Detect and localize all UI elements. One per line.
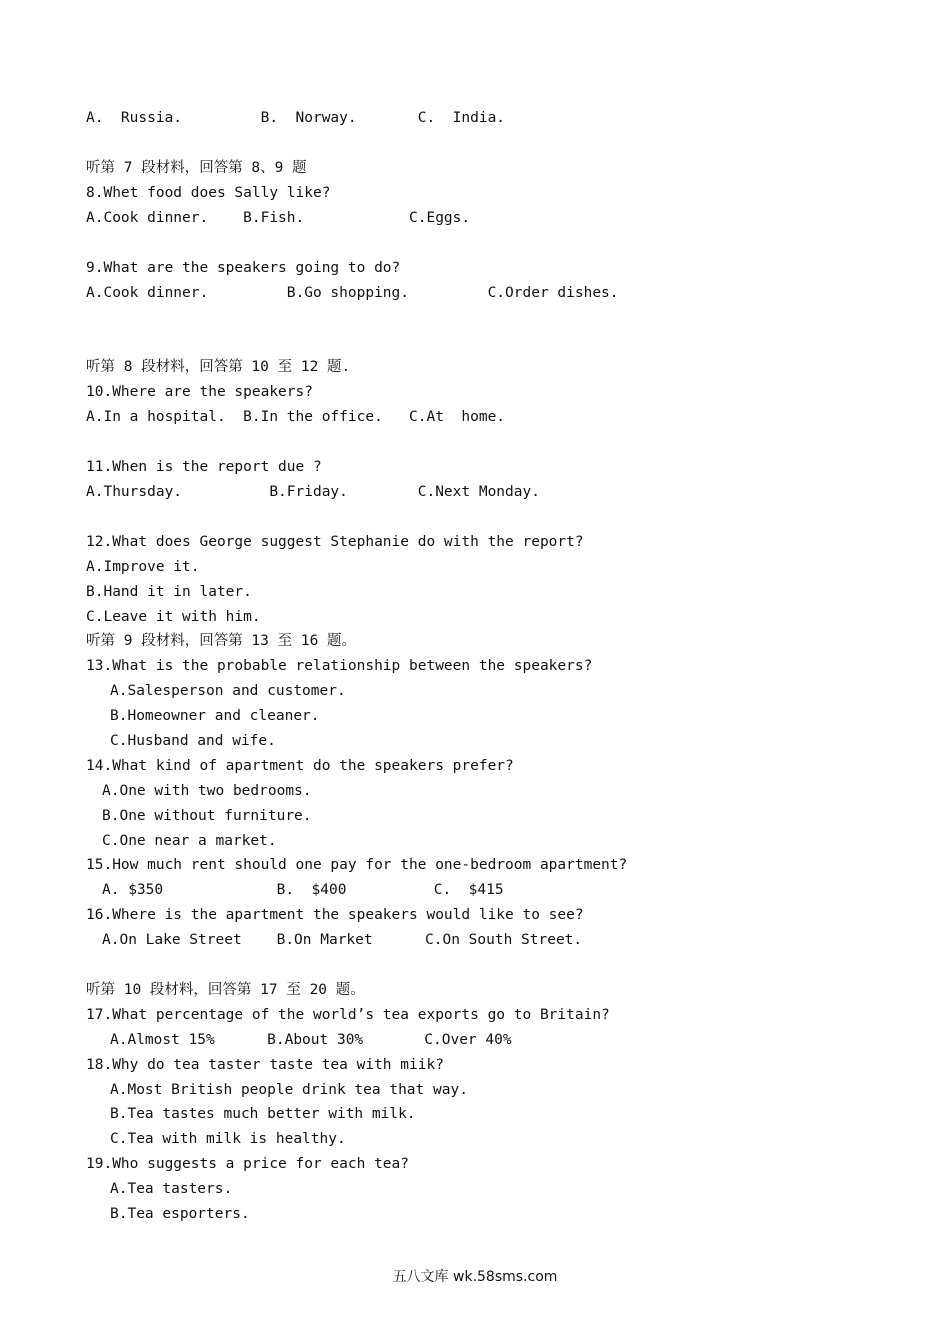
question-10: 10.Where are the speakers? (86, 384, 313, 400)
option-q19-a: A.Tea tasters. (110, 1181, 233, 1197)
question-15: 15.How much rent should one pay for the one-bedroom apartment? (86, 857, 628, 873)
question-18: 18.Why do tea taster taste tea with miik? (86, 1057, 444, 1073)
options-q16: A.On Lake Street B.On Market C.On South Street. (102, 932, 583, 948)
question-17: 17.What percentage of the world’s tea exports go to Britain? (86, 1007, 610, 1023)
options-q15: A. $350 B. $400 C. $415 (102, 882, 504, 898)
question-13: 13.What is the probable relationship between the speakers? (86, 658, 593, 674)
option-q13-b: B.Homeowner and cleaner. (110, 708, 320, 724)
options-q11: A.Thursday. B.Friday. C.Next Monday. (86, 484, 540, 500)
section-heading-10: 听第 10 段材料，回答第 17 至 20 题。 (86, 982, 365, 998)
option-q18-b: B.Tea tastes much better with milk. (110, 1106, 416, 1122)
option-q14-b: B.One without furniture. (102, 808, 312, 824)
options-q7: A. Russia. B. Norway. C. India. (86, 110, 506, 126)
section-heading-9: 听第 9 段材料，回答第 13 至 16 题。 (86, 633, 357, 649)
option-q14-c: C.One near a market. (102, 833, 277, 849)
question-19: 19.Who suggests a price for each tea? (86, 1156, 410, 1172)
option-q12-a: A.Improve it. (86, 559, 200, 575)
option-q19-b: B.Tea esporters. (110, 1206, 250, 1222)
question-8: 8.Whet food does Sally like? (86, 185, 331, 201)
option-q18-c: C.Tea with milk is healthy. (110, 1131, 346, 1147)
options-q10: A.In a hospital. B.In the office. C.At home. (86, 409, 506, 425)
option-q13-a: A.Salesperson and customer. (110, 683, 346, 699)
options-q17: A.Almost 15% B.About 30% C.Over 40% (110, 1032, 512, 1048)
options-q9: A.Cook dinner. B.Go shopping. C.Order dishes. (86, 285, 619, 301)
option-q12-b: B.Hand it in later. (86, 584, 252, 600)
option-q18-a: A.Most British people drink tea that way. (110, 1082, 468, 1098)
section-heading-8: 听第 8 段材料，回答第 10 至 12 题. (86, 359, 351, 375)
question-11: 11.When is the report due ? (86, 459, 322, 475)
option-q13-c: C.Husband and wife. (110, 733, 276, 749)
option-q14-a: A.One with two bedrooms. (102, 783, 312, 799)
options-q8: A.Cook dinner. B.Fish. C.Eggs. (86, 210, 471, 226)
question-9: 9.What are the speakers going to do? (86, 260, 401, 276)
question-14: 14.What kind of apartment do the speakers prefer? (86, 758, 514, 774)
footer-watermark: 五八文库 wk.58sms.com (392, 1269, 558, 1285)
option-q12-c: C.Leave it with him. (86, 609, 261, 625)
question-16: 16.Where is the apartment the speakers would like to see? (86, 907, 584, 923)
section-heading-7: 听第 7 段材料，回答第 8、9 题 (86, 160, 307, 176)
question-12: 12.What does George suggest Stephanie do with the report? (86, 534, 584, 550)
